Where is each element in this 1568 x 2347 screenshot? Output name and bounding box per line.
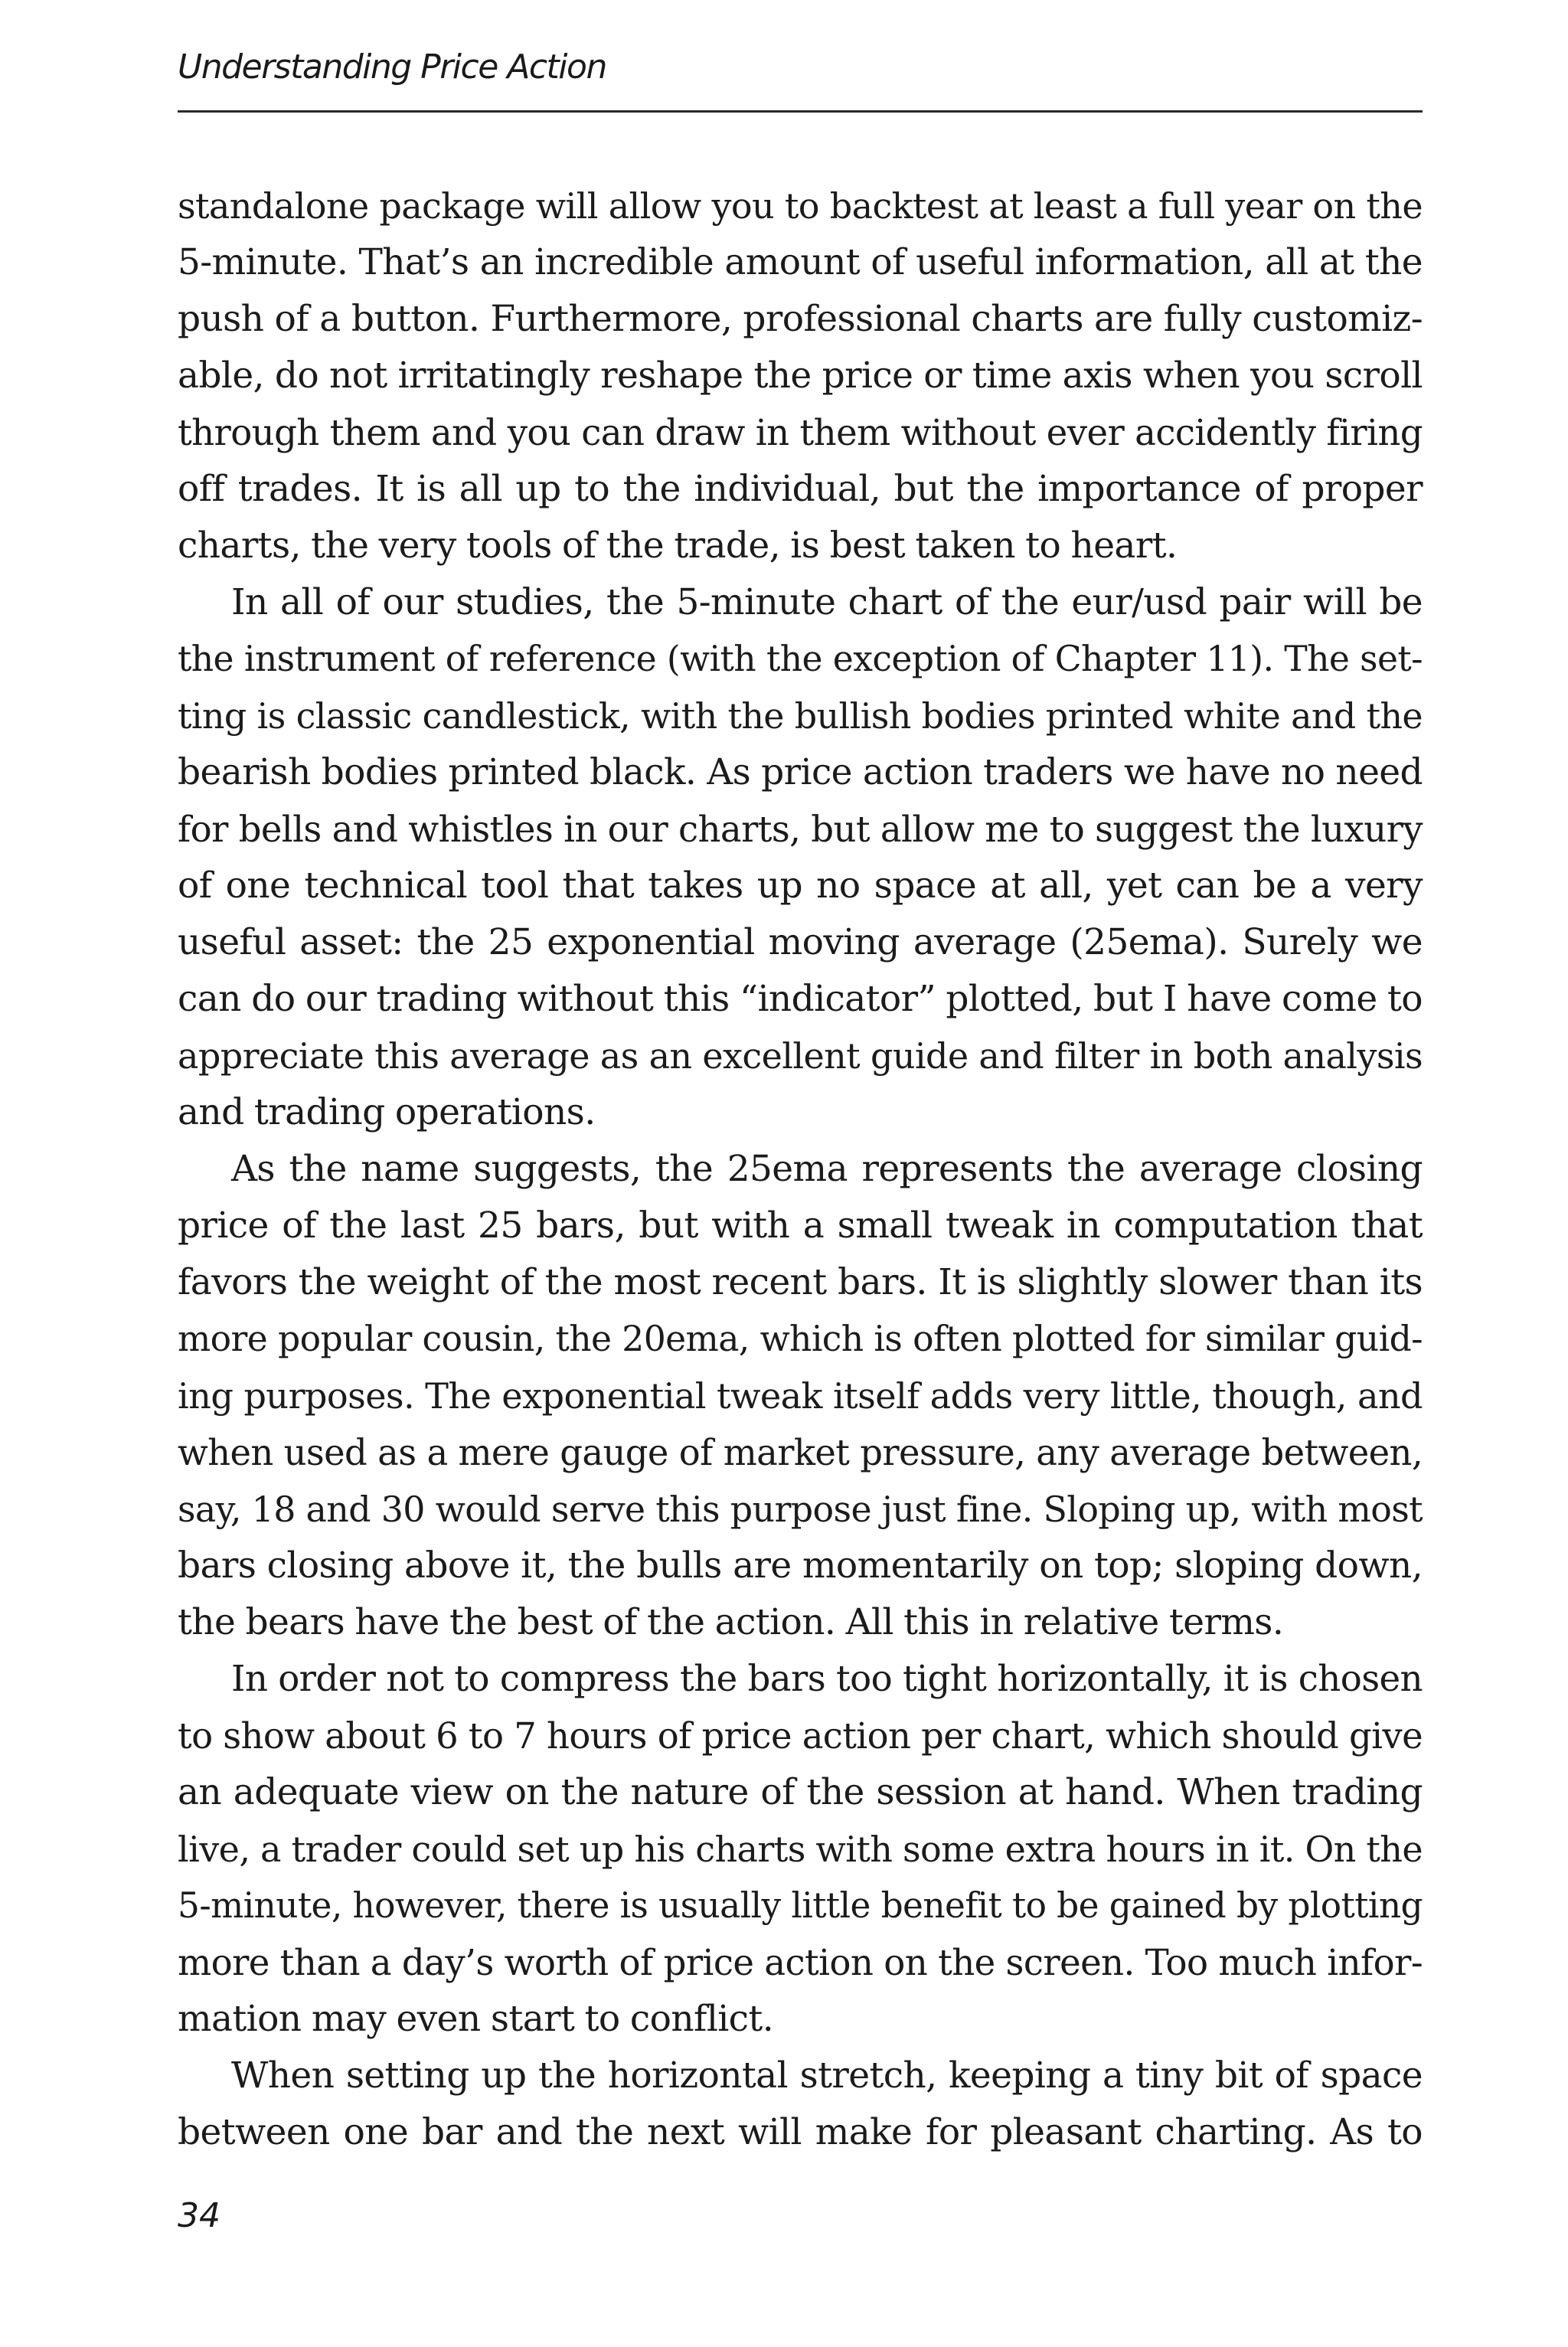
text-line: to show about 6 to 7 hours of price action per chart, which should give xyxy=(178,1715,1423,1757)
text-line: In all of our studies, the 5-minute chart of the eur/usd pair will be xyxy=(231,581,1423,623)
text-line: In order not to compress the bars too tight horizontally, it is chosen xyxy=(231,1659,1423,1700)
text-line: when used as a mere gauge of market pressure, any average between, xyxy=(178,1432,1423,1473)
running-head: Understanding Price Action xyxy=(178,47,606,87)
text-line: and trading operations. xyxy=(178,1091,596,1133)
page-number: 34 xyxy=(178,2196,220,2235)
text-line: 5-minute. That’s an incredible amount of useful information, all at the xyxy=(178,241,1423,283)
text-line: between one bar and the next will make for pleasant charting. As to xyxy=(178,2111,1423,2153)
paragraph-2 xyxy=(178,574,1423,1141)
text-line: ing purposes. The exponential tweak itself adds very little, though, and xyxy=(178,1375,1423,1417)
text-line: more popular cousin, the 20ema, which is often plotted for similar guid- xyxy=(178,1319,1423,1359)
paragraph-4 xyxy=(178,1651,1423,2048)
text-line: As the name suggests, the 25ema represents the average closing xyxy=(231,1148,1423,1190)
body-text xyxy=(178,178,1423,2161)
text-line: mation may even start to conflict. xyxy=(178,1998,774,2040)
text-line: for bells and whistles in our charts, but allow me to suggest the luxury xyxy=(178,809,1423,850)
text-line: ting is classic candlestick, with the bullish bodies printed white and the xyxy=(178,695,1423,737)
text-line: appreciate this average as an excellent guide and filter in both analysis xyxy=(178,1035,1423,1077)
text-line: the instrument of reference (with the exception of Chapter 11). The set- xyxy=(178,639,1423,679)
text-line: standalone package will allow you to backtest at least a full year on the xyxy=(178,185,1423,227)
paragraph-5 xyxy=(178,2048,1423,2161)
text-line: an adequate view on the nature of the session at hand. When trading xyxy=(178,1771,1423,1813)
text-line: bars closing above it, the bulls are momentarily on top; sloping down, xyxy=(178,1545,1423,1587)
text-line: price of the last 25 bars, but with a small tweak in computation that xyxy=(178,1205,1423,1247)
text-line: push of a button. Furthermore, professional charts are fully customiz- xyxy=(178,298,1423,340)
text-line: the bears have the best of the action. All this in relative terms. xyxy=(178,1601,1284,1643)
text-line: 5-minute, however, there is usually little benefit to be gained by plotting xyxy=(178,1885,1423,1926)
paragraph-1 xyxy=(178,178,1423,574)
header-rule xyxy=(178,110,1423,113)
text-line: through them and you can draw in them without ever accidently firing xyxy=(178,412,1423,453)
text-line: bearish bodies printed black. As price action traders we have no need xyxy=(178,751,1423,793)
text-line: live, a trader could set up his charts with some extra hours in it. On the xyxy=(178,1829,1423,1870)
text-line: can do our trading without this “indicator” plotted, but I have come to xyxy=(178,978,1423,1020)
text-line: say, 18 and 30 would serve this purpose just fine. Sloping up, with most xyxy=(178,1489,1423,1530)
paragraph-3 xyxy=(178,1141,1423,1651)
text-line: able, do not irritatingly reshape the price or time axis when you scroll xyxy=(178,355,1423,397)
text-line: of one technical tool that takes up no space at all, yet can be a very xyxy=(178,865,1423,907)
text-line: useful asset: the 25 exponential moving average (25ema). Surely we xyxy=(178,921,1423,963)
text-line: off trades. It is all up to the individual, but the importance of proper xyxy=(178,468,1423,510)
text-line: more than a day’s worth of price action on the screen. Too much infor- xyxy=(178,1942,1423,1983)
text-line: favors the weight of the most recent bars. It is slightly slower than its xyxy=(178,1261,1423,1303)
text-line: When setting up the horizontal stretch, keeping a tiny bit of space xyxy=(231,2054,1423,2097)
text-line: charts, the very tools of the trade, is best taken to heart. xyxy=(178,525,1178,567)
